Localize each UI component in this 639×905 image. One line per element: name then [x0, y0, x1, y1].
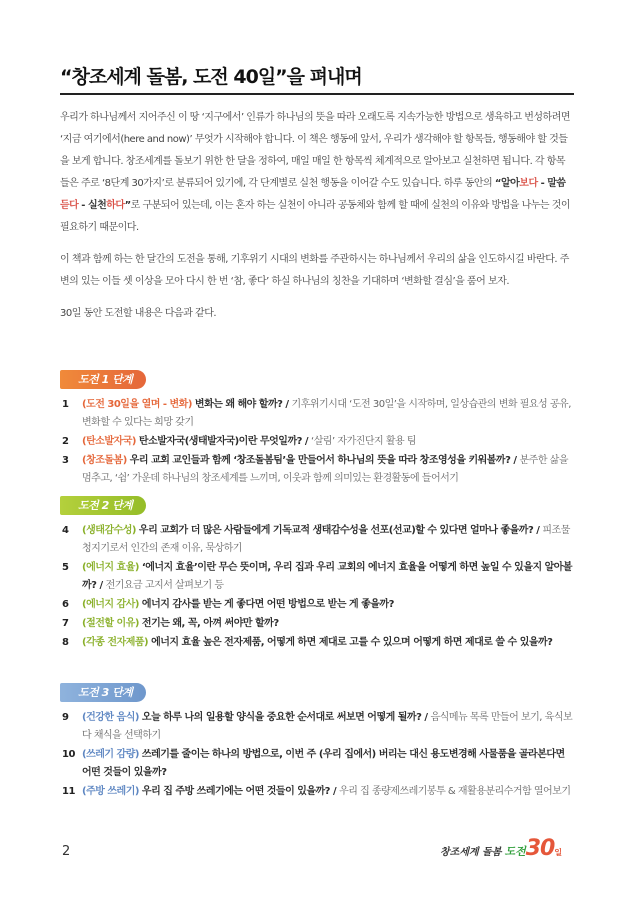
quote-close: ”: [124, 200, 131, 211]
intro-paragraph-1: [60, 107, 574, 239]
intro-section: [60, 107, 574, 335]
intro-paragraph-3: 30일 동안 도전할 내용은 다음과 같다.: [60, 308, 217, 319]
item-question: 우리 집 주방 쓰레기에는 어떤 것들이 있을까? /: [138, 786, 340, 797]
stage-1-list: [60, 396, 574, 488]
item-question: 변화는 왜 해야 할까? /: [191, 399, 292, 410]
page-number: 2: [62, 844, 71, 859]
stage-3-badge: 도전 3 단계: [60, 683, 146, 702]
item-number: 3: [62, 455, 69, 466]
stage-1-section: [60, 368, 574, 489]
footer-logo-challenge: 도전: [504, 845, 526, 858]
footer-logo-day: 일: [554, 848, 563, 857]
item-number: 5: [62, 562, 69, 573]
list-item: [60, 559, 574, 595]
list-item: [60, 615, 574, 633]
item-number: 11: [62, 786, 75, 797]
item-detail: ‘살림’ 자가진단지 활용 팀: [311, 436, 417, 447]
footer-logo-number: 30: [525, 836, 555, 861]
list-item: [60, 433, 574, 451]
stage-2-section: [60, 494, 574, 653]
item-tag: (에너지 감사): [82, 599, 139, 610]
quote-sep-2: - 실천: [78, 200, 107, 211]
item-question: 우리 교회가 더 많은 사람들에게 기독교적 생태감수성을 선포(선교)할 수 있다면 얼마나 좋을까? /: [135, 525, 543, 536]
item-detail: 분주한 삶을 멈추고, ‘쉼’ 가운데 하나님의 창조세계를 느끼며, 이웃과 함께 의미있는 환경활동에 들어서기: [82, 455, 568, 484]
intro-paragraph-1-text: 우리가 하나님께서 지어주신 이 땅 ‘지구에서’ 인류가 하나님의 뜻을 따라 오래도록 지속가능한 방법으로 생육하고 번성하려면 ‘지금 여기에서(here and now)’ 무엇가 시작해야 합니다. 이 책은 행동에 앞서, 우리가 생각해야 할 항목들, 행동해야 할 것들을 보게 합니다. 창조세계를 돌보기 위한 한 달을 정하여, 매일 매일 한 항목씩 체계적으로 알아보고 실천하면 됩니다. 각 항목들은 주로 ‘8단계 30가지’로 분류되어 있기에, 각 단계별로 실천 행동을 이어갈 수도 있습니다. 하루 동안의: [60, 112, 571, 189]
highlight-do: 하다: [106, 200, 125, 211]
quote-open: “알아: [494, 178, 520, 189]
quote-sep-1: - 말씀: [537, 178, 566, 189]
page-title: “창조세계 돌봄, 도전 40일”을 펴내며: [60, 66, 362, 88]
intro-paragraph-1-end: 로 구분되어 있는데, 이는 혼자 하는 실천이 아니라 공동체와 함께 할 때에 실천의 이유와 방법을 나누는 것이 필요하기 때문이다.: [60, 200, 571, 233]
item-tag: (탄소발자국): [82, 436, 136, 447]
item-number: 9: [62, 712, 69, 723]
item-tag: (절전할 이유): [82, 618, 139, 629]
item-number: 4: [62, 525, 69, 536]
title-underline: [60, 93, 574, 95]
intro-paragraph-2: 이 책과 함께 하는 한 달간의 도전을 통해, 기후위기 시대의 변화를 주관하시는 하나님께서 우리의 삶을 인도하시길 바란다. 주변의 있는 이들 셋 이상을 모아 다시 한 번 ‘참, 좋다’ 하실 하나님의 칭찬을 기대하며 ‘변화할 결심’을 품어 보자.: [60, 254, 569, 287]
list-item: [60, 634, 574, 652]
item-tag: (주방 쓰레기): [82, 786, 139, 797]
item-tag: (건강한 음식): [82, 712, 139, 723]
footer-logo: [440, 836, 562, 861]
item-question: 오늘 하루 나의 일용할 양식을 중요한 순서대로 써보면 어떻게 될까? /: [138, 712, 431, 723]
footer-logo-text: 창조세계 돌봄: [440, 847, 502, 858]
item-number: 10: [62, 749, 75, 760]
list-item: [60, 596, 574, 614]
item-tag: (도전 30일을 열며 - 변화): [82, 399, 192, 410]
item-question: 전기는 왜, 꼭, 아껴 써야만 할까?: [138, 618, 279, 629]
item-number: 7: [62, 618, 69, 629]
item-detail: 피조물 청지기로서 인간의 존재 이유, 묵상하기: [82, 525, 570, 554]
item-number: 8: [62, 637, 69, 648]
item-detail: 우리 집 종량제쓰레기봉투 & 재활용분리수거함 열어보기: [339, 786, 571, 797]
highlight-hear: 듣다: [60, 200, 79, 211]
item-tag: (창조돌봄): [82, 455, 127, 466]
item-detail: 음식메뉴 목록 만들어 보기, 육식보다 채식을 선택하기: [82, 712, 573, 741]
list-item: [60, 709, 574, 745]
item-question: 우리 교회 교인들과 함께 ‘창조돌봄팀’을 만들어서 하나님의 뜻을 따라 창조영성을 키워볼까? /: [126, 455, 520, 466]
item-number: 6: [62, 599, 69, 610]
stage-2-list: [60, 522, 574, 652]
item-question: ‘에너지 효율’이란 무슨 뜻이며, 우리 집과 우리 교회의 에너지 효율을 어떻게 하면 높일 수 있을지 알아볼까? /: [82, 562, 573, 591]
item-question: 쓰레기를 줄이는 하나의 방법으로, 이번 주 (우리 집에서) 버리는 대신 용도변경해 사물품을 골라본다면 어떤 것들이 있을까?: [82, 749, 565, 778]
highlight-see: 보다: [519, 178, 538, 189]
item-tag: (쓰레기 감량): [82, 749, 139, 760]
list-item: [60, 746, 574, 782]
stage-3-section: [60, 681, 574, 802]
item-tag: (에너지 효율): [82, 562, 139, 573]
list-item: [60, 396, 574, 432]
item-number: 1: [62, 399, 69, 410]
stage-1-badge: 도전 1 단계: [60, 370, 146, 389]
item-question: 에너지 효율 높은 전자제품, 어떻게 하면 제대로 고를 수 있으며 어떻게 하면 제대로 쓸 수 있을까?: [148, 637, 553, 648]
item-detail: 전기요금 고지서 살펴보기 등: [105, 580, 224, 591]
list-item: [60, 783, 574, 801]
item-detail: 기후위기시대 ‘도전 30일’을 시작하며, 일상습관의 변화 필요성 공유, 변화할 수 있다는 희망 갖기: [82, 399, 571, 428]
stage-2-badge: 도전 2 단계: [60, 496, 146, 515]
item-number: 2: [62, 436, 69, 447]
item-tag: (각종 전자제품): [82, 637, 149, 648]
item-question: 탄소발자국(생태발자국)이란 무엇일까? /: [135, 436, 312, 447]
item-question: 에너지 감사를 받는 게 좋다면 어떤 방법으로 받는 게 좋을까?: [138, 599, 394, 610]
list-item: [60, 452, 574, 488]
stage-3-list: [60, 709, 574, 801]
item-tag: (생태감수성): [82, 525, 136, 536]
list-item: [60, 522, 574, 558]
